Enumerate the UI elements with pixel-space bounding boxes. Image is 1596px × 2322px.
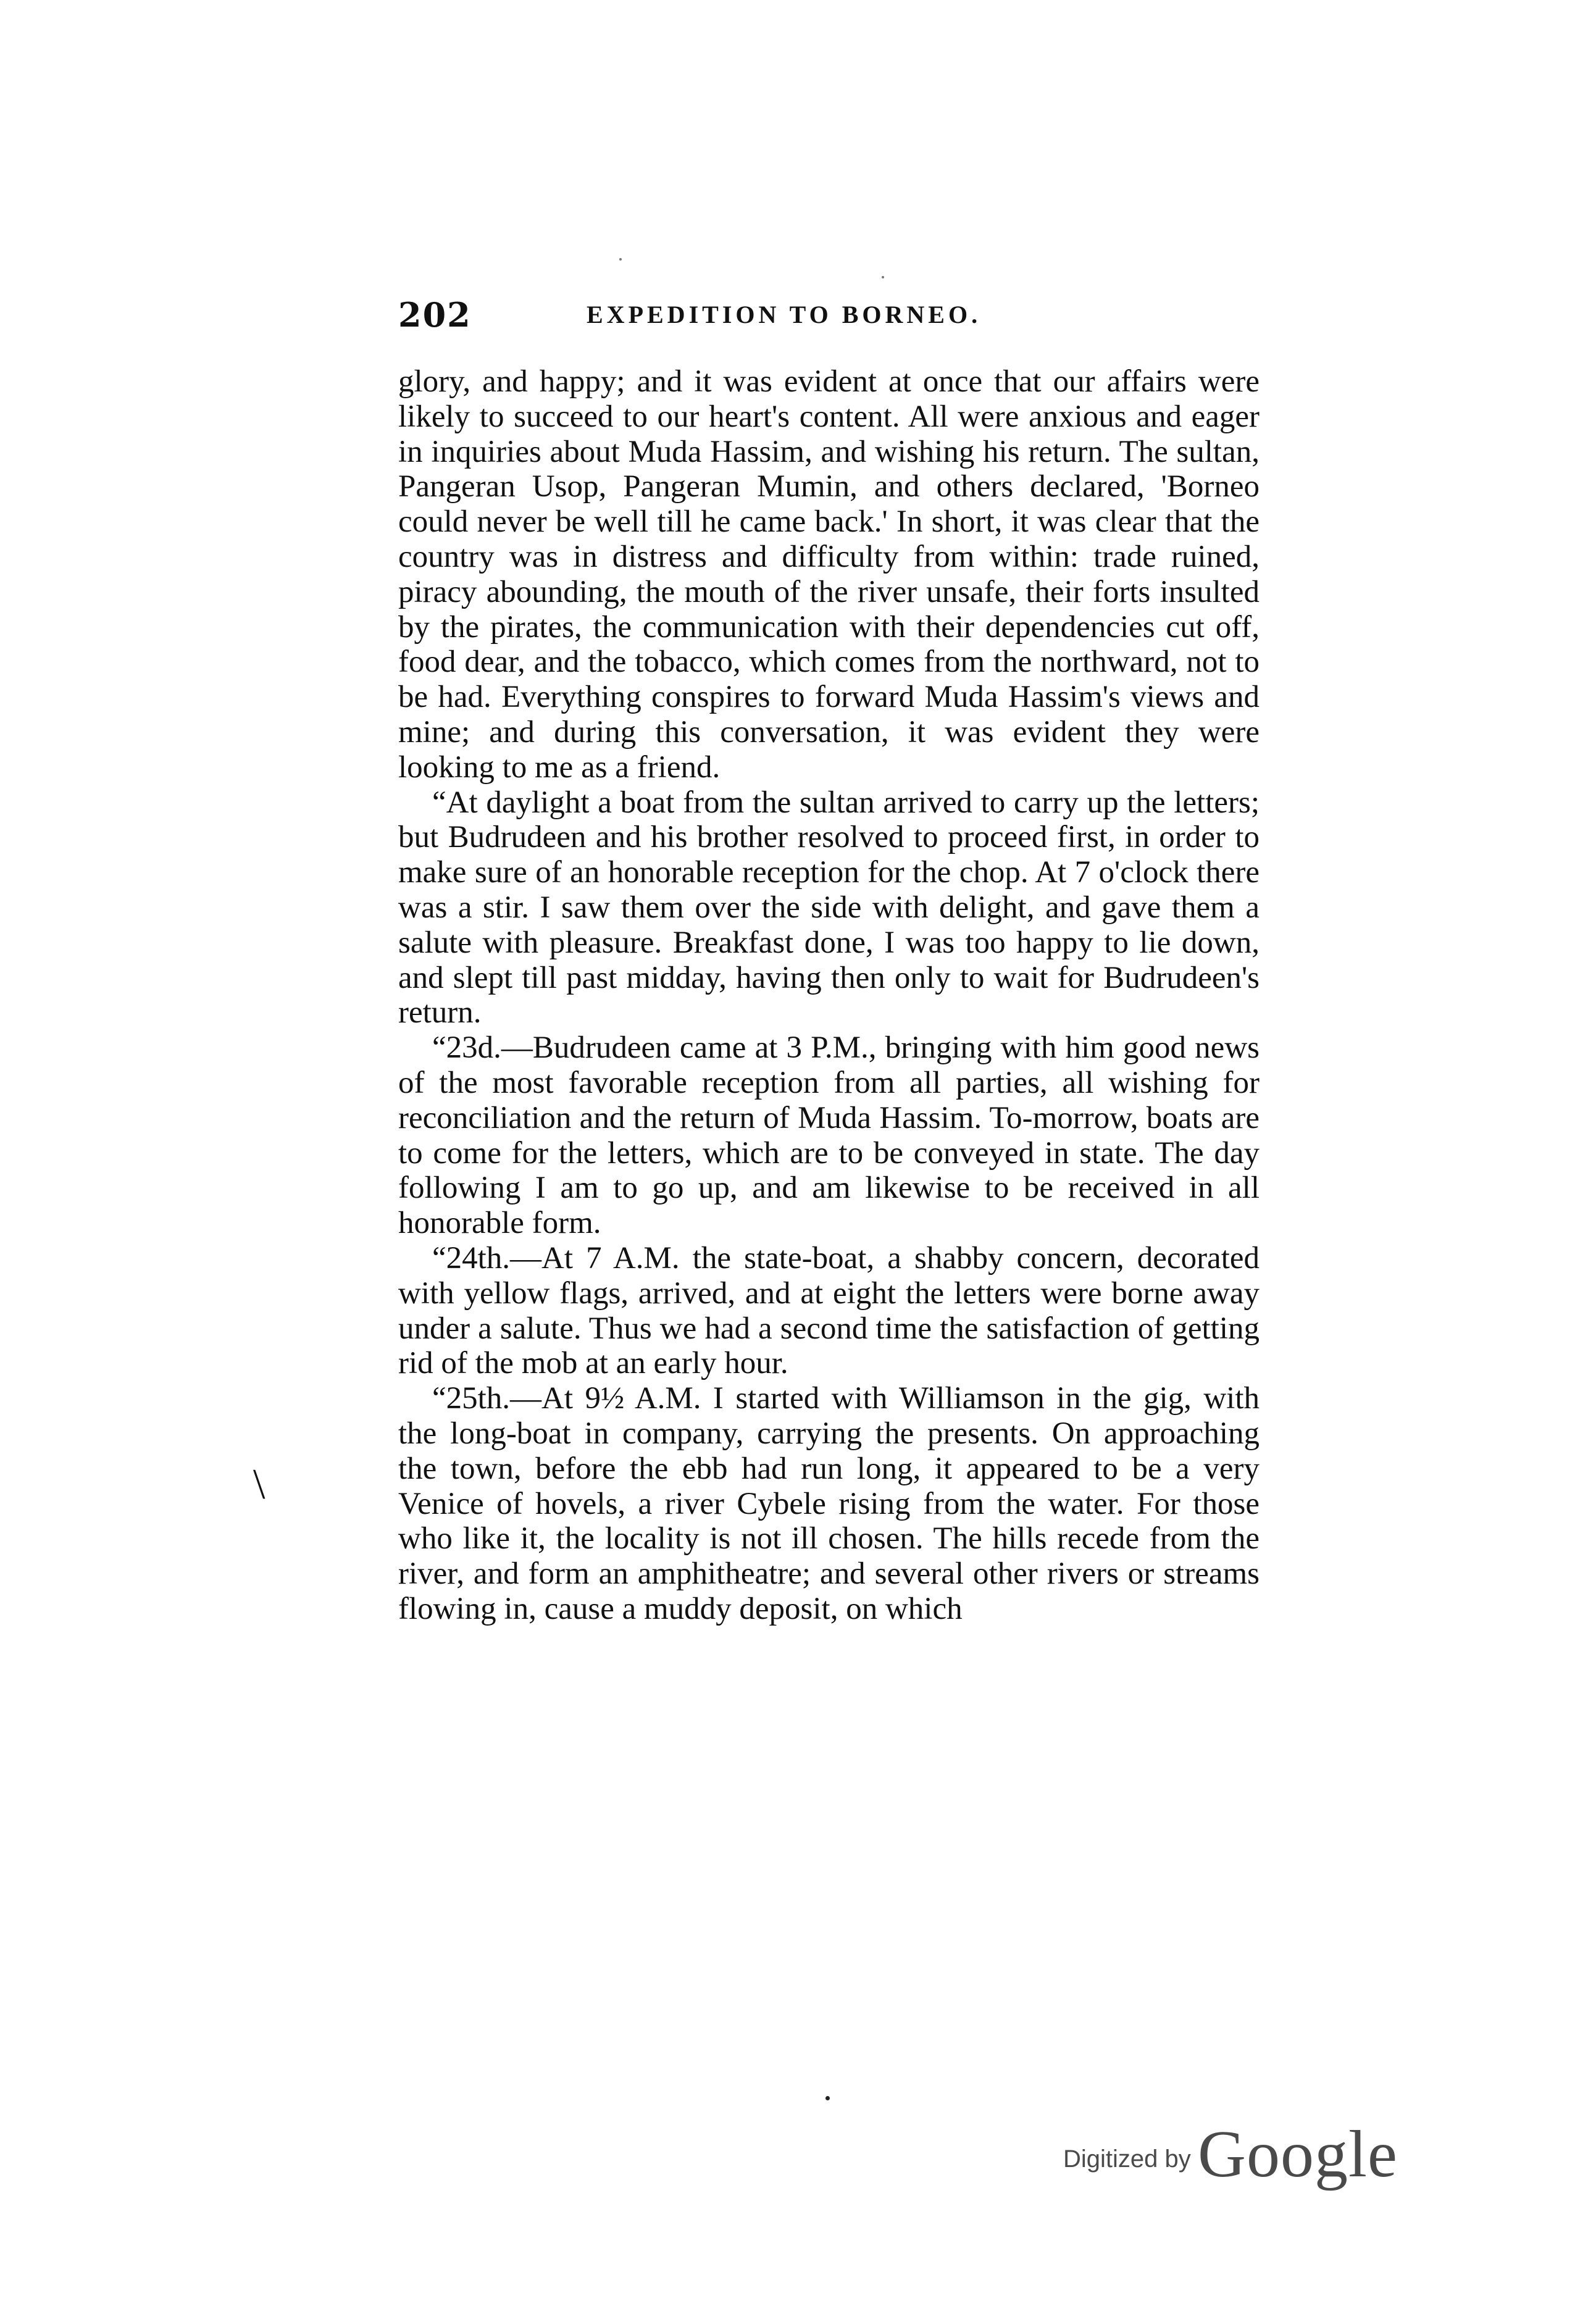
google-logo: Google <box>1198 2118 1398 2191</box>
digitized-watermark <box>1063 2118 1397 2192</box>
page-number: 202 <box>398 295 472 335</box>
speck-mark <box>619 258 622 261</box>
watermark-prefix: Digitized by <box>1063 2145 1191 2173</box>
speck-mark <box>825 2096 830 2100</box>
body-text <box>398 364 1260 1627</box>
paragraph: “23d.—Budrudeen came at 3 P.M., bringing with him good news of the most favorable reception from all parties, all wishing for reconciliation and the return of Muda Hassim. To-morrow, boats are to come for the letters, which are to be conveyed in state. The day following I am to go up, and am likewise to be received in all honorable form. <box>398 1030 1260 1241</box>
paragraph: glory, and happy; and it was evident at once that our affairs were likely to succeed to our heart's content. All were anxious and eager in inquiries about Muda Hassim, and wishing his return. The sultan, Pangeran Usop, Pangeran Mumin, and others declared, 'Borneo could never be well till he came back.' In short, it was clear that the country was in distress and difficulty from within: trade ruined, piracy abounding, the mouth of the river unsafe, their forts insulted by the pirates, the communication with their dependencies cut off, food dear, and the tobacco, which comes from the northward, not to be had. Everything conspires to forward Muda Hassim's views and mine; and during this conversation, it was evident they were looking to me as a friend. <box>398 364 1260 785</box>
running-head <box>398 290 1250 340</box>
paragraph: “At daylight a boat from the sultan arrived to carry up the letters; but Budrudeen and his brother resolved to proceed first, in order to make sure of an honorable reception for the chop. At 7 o'clock there was a stir. I saw them over the side with delight, and gave them a salute with pleasure. Breakfast done, I was too happy to lie down, and slept till past midday, having then only to wait for Budrudeen's return. <box>398 785 1260 1030</box>
speck-mark <box>882 276 884 278</box>
paragraph: “24th.—At 7 A.M. the state-boat, a shabby concern, decorated with yellow flags, arrived, and at eight the letters were borne away under a salute. Thus we had a second time the satisfaction of getting rid of the mob at an early hour. <box>398 1240 1260 1381</box>
paragraph: “25th.—At 9½ A.M. I started with Williamson in the gig, with the long-boat in company, carrying the presents. On approaching the town, before the ebb had run long, it appeared to be a very Venice of hovels, a river Cybele rising from the water. For those who like it, the locality is not ill chosen. The hills recede from the river, and form an amphitheatre; and several other rivers or streams flowing in, cause a muddy deposit, on which <box>398 1381 1260 1626</box>
running-title: EXPEDITION TO BORNEO. <box>587 301 982 328</box>
margin-pencil-mark: \ <box>253 1461 265 1508</box>
